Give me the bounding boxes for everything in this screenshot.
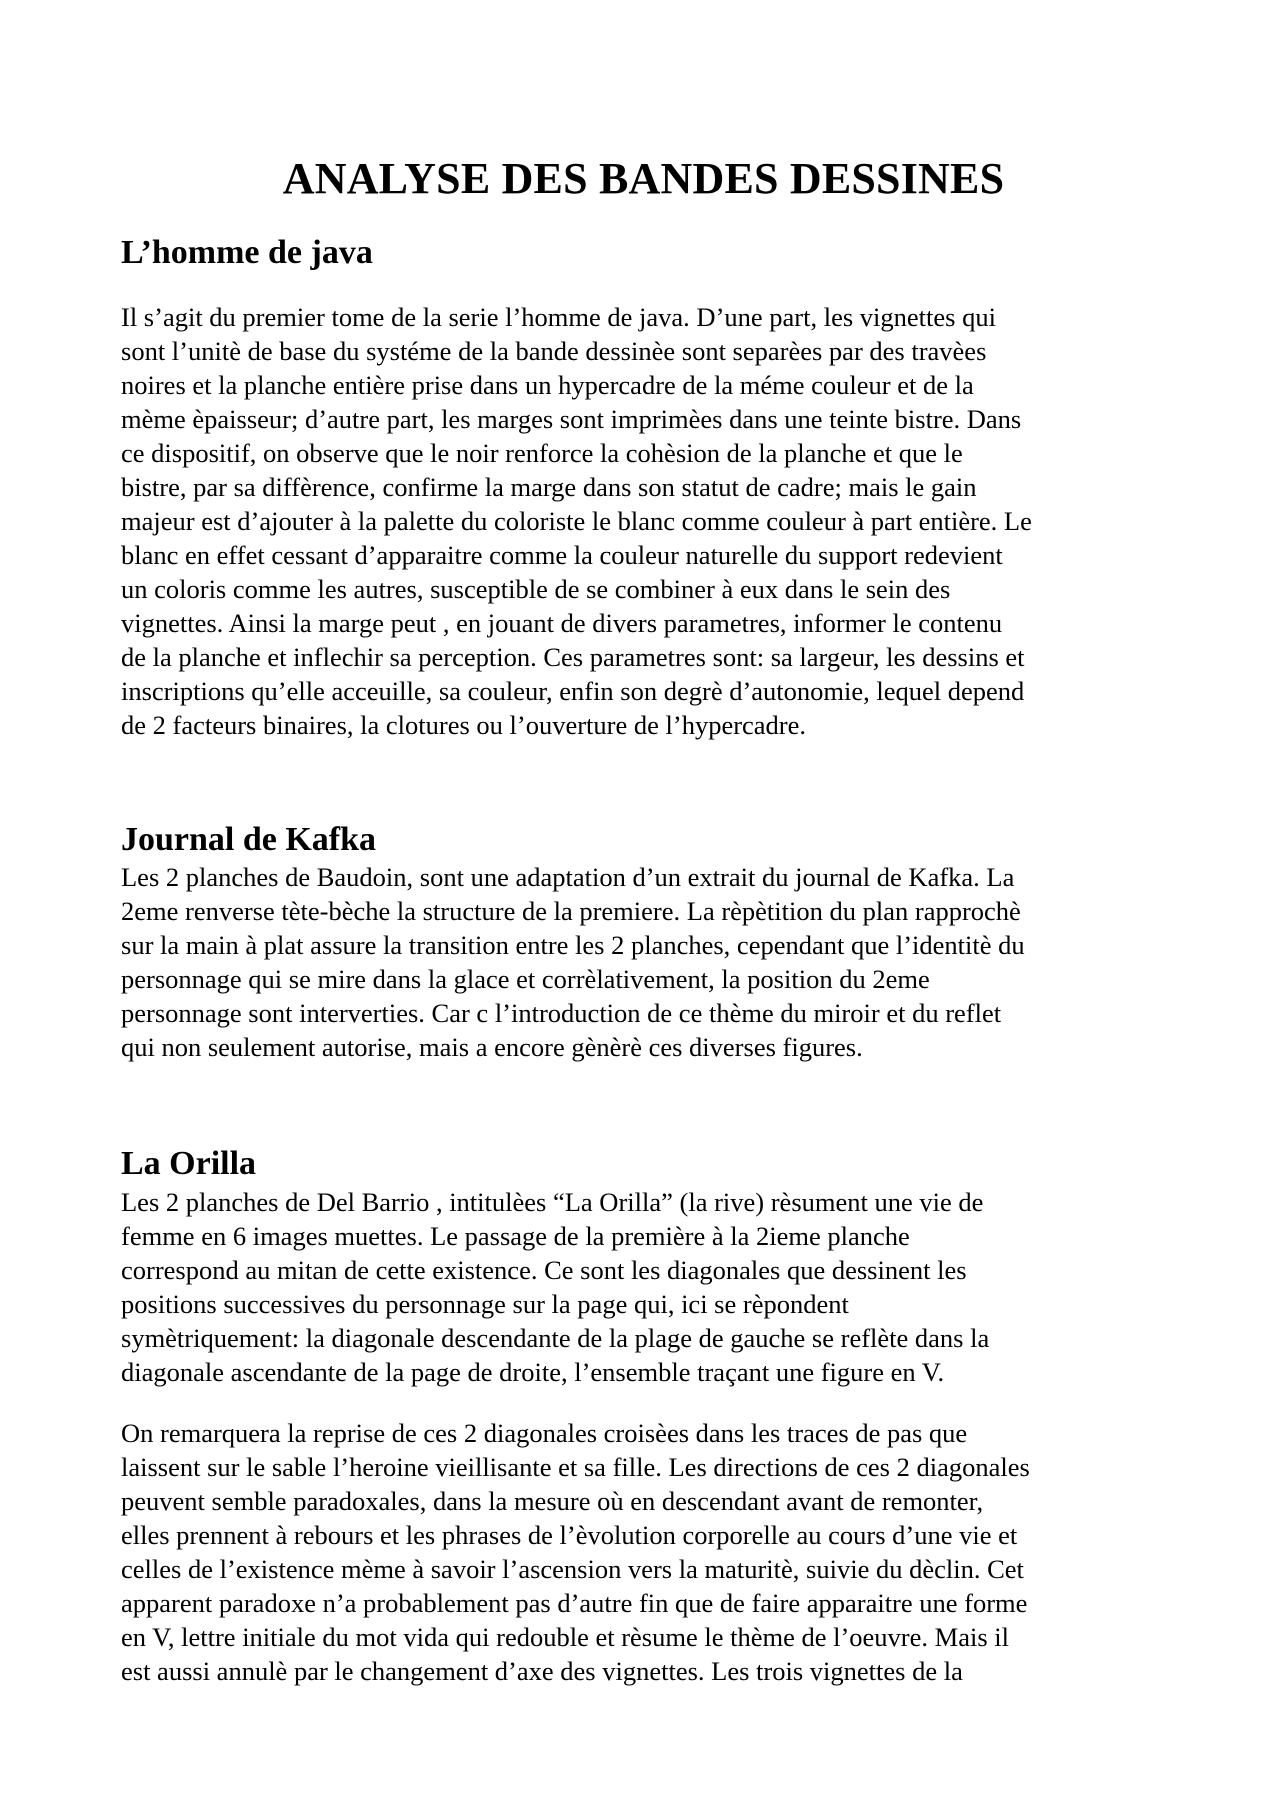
text-line: noires et la planche entière prise dans un hypercadre de la méme couleur et de la <box>121 370 974 400</box>
text-line: vignettes. Ainsi la marge peut , en jouant de divers parametres, informer le contenu <box>121 608 1003 638</box>
section-paragraph <box>121 860 1166 1064</box>
text-line: blanc en effet cessant d’apparaitre comme la couleur naturelle du support redevient <box>121 540 1003 570</box>
text-line: laissent sur le sable l’heroine vieillisante et sa fille. Les directions de ces 2 diagonales <box>121 1452 1030 1482</box>
section-paragraph <box>121 1416 1166 1688</box>
text-line: Il s’agit du premier tome de la serie l’homme de java. D’une part, les vignettes qui <box>121 302 996 332</box>
text-line: 2eme renverse tète-bèche la structure de la premiere. La rèpètition du plan rapprochè <box>121 896 1021 926</box>
section-heading-homme-de-java: L’homme de java <box>121 234 373 271</box>
text-line: correspond au mitan de cette existence. Ce sont les diagonales que dessinent les <box>121 1255 967 1285</box>
text-line: personnage sont interverties. Car c l’introduction de ce thème du miroir et du reflet <box>121 998 1002 1028</box>
text-line: symètriquement: la diagonale descendante de la plage de gauche se reflète dans la <box>121 1323 990 1353</box>
text-line: personnage qui se mire dans la glace et corrèlativement, la position du 2eme <box>121 964 930 994</box>
text-line: On remarquera la reprise de ces 2 diagonales croisèes dans les traces de pas que <box>121 1418 968 1448</box>
text-line: sont l’unitè de base du systéme de la bande dessinèe sont separèes par des travèes <box>121 336 987 366</box>
text-line: elles prennent à rebours et les phrases de l’èvolution corporelle au cours d’une vie et <box>121 1520 1018 1550</box>
text-line: majeur est d’ajouter à la palette du coloriste le blanc comme couleur à part entière. Le <box>121 506 1032 536</box>
text-line: bistre, par sa diffèrence, confirme la marge dans son statut de cadre; mais le gain <box>121 472 977 502</box>
text-line: de la planche et inflechir sa perception. Ces parametres sont: sa largeur, les dessins et <box>121 642 1025 672</box>
text-line: Les 2 planches de Baudoin, sont une adaptation d’un extrait du journal de Kafka. La <box>121 862 1015 892</box>
text-line: sur la main à plat assure la transition entre les 2 planches, cependant que l’identitè du <box>121 930 1025 960</box>
text-line: mème èpaisseur; d’autre part, les marges sont imprimèes dans une teinte bistre. Dans <box>121 404 1022 434</box>
text-line: inscriptions qu’elle acceuille, sa couleur, enfin son degrè d’autonomie, lequel depend <box>121 676 1025 706</box>
text-line: Les 2 planches de Del Barrio , intitulèes “La Orilla” (la rive) rèsument une vie de <box>121 1187 984 1217</box>
section-paragraph <box>121 300 1166 742</box>
text-line: diagonale ascendante de la page de droite, l’ensemble traçant une figure en V. <box>121 1357 945 1387</box>
text-line: ce dispositif, on observe que le noir renforce la cohèsion de la planche et que le <box>121 438 963 468</box>
text-line: en V, lettre initiale du mot vida qui redouble et rèsume le thème de l’oeuvre. Mais il <box>121 1622 1009 1652</box>
section-heading-journal-de-kafka: Journal de Kafka <box>121 821 377 858</box>
text-line: un coloris comme les autres, susceptible de se combiner à eux dans le sein des <box>121 574 951 604</box>
text-line: celles de l’existence mème à savoir l’ascension vers la maturitè, suivie du dèclin. Cet <box>121 1554 1024 1584</box>
section-heading-la-orilla: La Orilla <box>121 1145 257 1182</box>
document-title: ANALYSE DES BANDES DESSINES <box>282 154 1005 203</box>
text-line: positions successives du personnage sur la page qui, ici se rèpondent <box>121 1289 849 1319</box>
text-line: est aussi annulè par le changement d’axe des vignettes. Les trois vignettes de la <box>121 1656 963 1686</box>
section-paragraph <box>121 1185 1166 1389</box>
text-line: femme en 6 images muettes. Le passage de la première à la 2ieme planche <box>121 1221 910 1251</box>
text-line: apparent paradoxe n’a probablement pas d’autre fin que de faire apparaitre une forme <box>121 1588 1028 1618</box>
text-line: peuvent semble paradoxales, dans la mesure où en descendant avant de remonter, <box>121 1486 984 1516</box>
text-line: qui non seulement autorise, mais a encore gènèrè ces diverses figures. <box>121 1032 863 1062</box>
text-line: de 2 facteurs binaires, la clotures ou l’ouverture de l’hypercadre. <box>121 710 807 740</box>
